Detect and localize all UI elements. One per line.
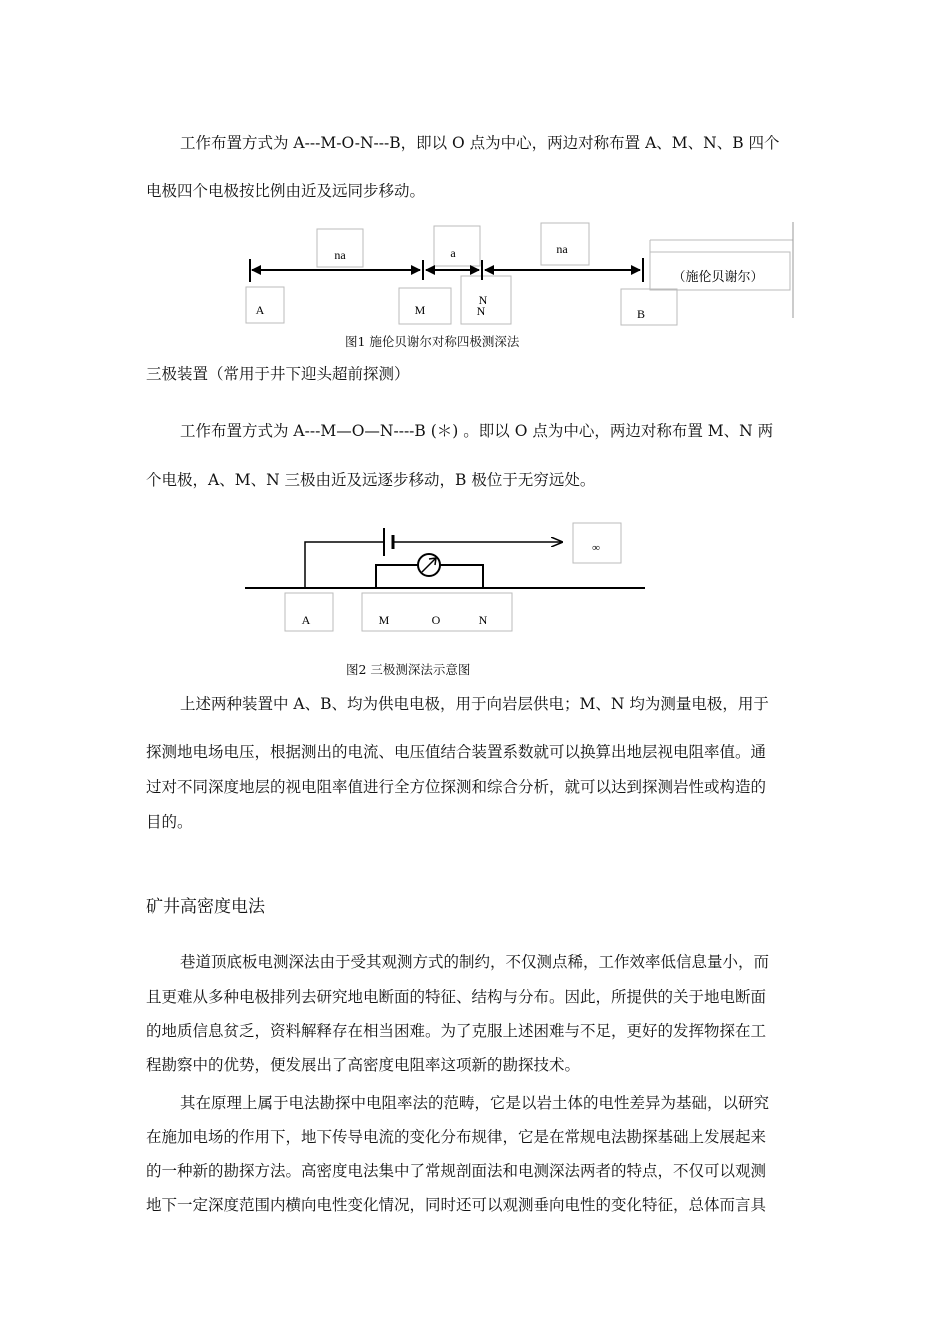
a-box	[434, 226, 480, 266]
B-box	[621, 289, 677, 325]
label-na-left: na	[334, 248, 346, 262]
figure2-caption: 图2 三极测深法示意图	[346, 662, 471, 677]
supply-wire	[305, 542, 383, 588]
label-A-fig2: A	[301, 613, 311, 627]
para4-line1: 巷道顶底板电测深法由于受其观测方式的制约，不仅测点稀，工作效率低信息量小，而	[180, 953, 770, 971]
para4-line2: 且更难从多种电极排列去研究地电断面的特征、结构与分布。因此，所提供的关于地电断面	[146, 988, 767, 1006]
para3-line4: 目的。	[146, 813, 193, 831]
figure1-diagram	[0, 0, 950, 330]
label-N-lower: N	[476, 304, 486, 318]
A-box	[246, 287, 284, 323]
figure2-diagram	[0, 500, 950, 650]
para2-line2: 个电极，A、M、N 三极由近及远逐步移动，B 极位于无穷远处。	[146, 471, 596, 489]
para1-line2: 电极四个电极按比例由近及远同步移动。	[146, 182, 426, 200]
label-na-right: na	[556, 242, 568, 256]
para5-line3: 的一种新的勘探方法。高密度电法集中了常规剖面法和电测深法两者的特点，不仅可以观测	[146, 1162, 767, 1180]
label-infinity: ∞	[592, 542, 600, 554]
para3-line2: 探测地电场电压，根据测出的电流、电压值结合装置系数就可以换算出地层视电阻率值。通	[146, 743, 767, 761]
label-N-fig2: N	[478, 613, 488, 627]
para4-line4: 程勘察中的优势，便发展出了高密度电阻率这项新的勘探技术。	[146, 1056, 581, 1074]
label-A: A	[255, 303, 265, 317]
para1-line1: 工作布置方式为 A---M-O-N---B，即以 O 点为中心，两边对称布置 A、M、N、B 四个	[180, 134, 780, 152]
label-a: a	[450, 246, 456, 260]
label-M-fig2: M	[378, 613, 390, 627]
label-B: B	[636, 307, 646, 321]
para3-line3: 过对不同深度地层的视电阻率值进行全方位探测和综合分析，就可以达到探测岩性或构造的	[146, 778, 767, 796]
label-N-upper: N	[478, 293, 488, 307]
section-three-pole: 三极装置（常用于井下迎头超前探测）	[146, 365, 410, 383]
label-method: （施伦贝谢尔）	[672, 269, 764, 284]
label-M: M	[414, 303, 426, 317]
para5-line1: 其在原理上属于电法勘探中电阻率法的范畴，它是以岩土体的电性差异为基础，以研究	[180, 1094, 770, 1112]
label-O-fig2: O	[431, 613, 441, 627]
para4-line3: 的地质信息贫乏，资料解释存在相当困难。为了克服上述困难与不足，更好的发挥物探在工	[146, 1022, 767, 1040]
figure1-caption: 图1 施伦贝谢尔对称四极测深法	[345, 334, 520, 349]
para5-line4: 地下一定深度范围内横向电性变化情况，同时还可以观测垂向电性的变化特征，总体而言具	[146, 1196, 767, 1214]
para5-line2: 在施加电场的作用下，地下传导电流的变化分布规律，它是在常规电法勘探基础上发展起来	[146, 1128, 767, 1146]
para3-line1: 上述两种装置中 A、B、均为供电电极，用于向岩层供电；M、N 均为测量电极，用于	[180, 695, 769, 713]
heading-high-density: 矿井高密度电法	[146, 897, 265, 917]
para2-line1: 工作布置方式为 A---M—O—N----B (＊) 。即以 O 点为中心，两边对称布置 M、N 两	[180, 422, 774, 440]
